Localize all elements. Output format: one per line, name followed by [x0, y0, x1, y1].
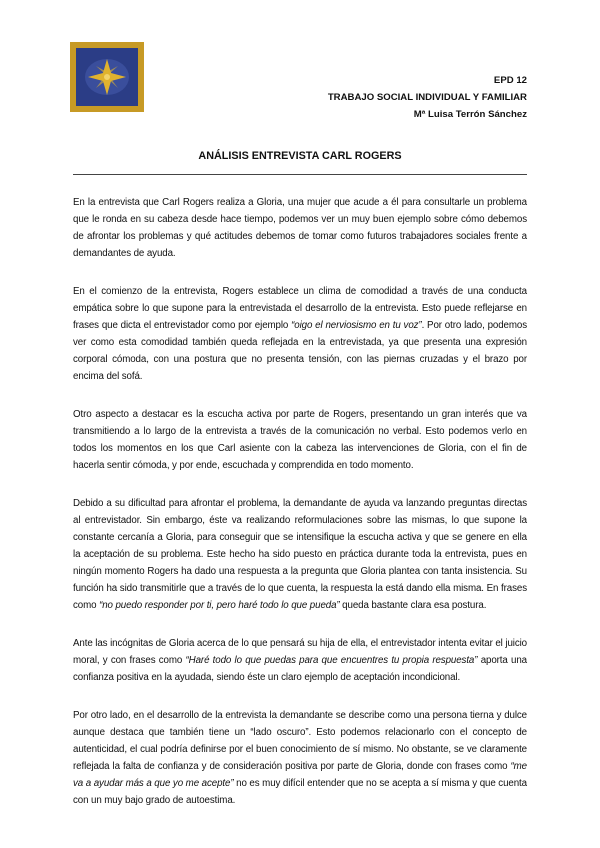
paragraph-text: Ante las incógnitas de Gloria acerca de lo que pensará su hija de ella, el entrevistador intenta evitar el juicio moral, y con frases como [73, 637, 527, 667]
paragraph-text: Por otro lado, en el desarrollo de la entrevista la demandante se describe como una persona tierna y dulce aunque destaca que también tiene un “lado oscuro”. Esto podemos relacionarlo con el concepto de autenticidad, el cual podría definirse por el buen conocimiento de sí mismo. No obstante, se ve claramente reflejada la falta de confianza y de consideración positiva por parte de Gloria, donde con frases como [73, 709, 527, 773]
paragraph-text: Otro aspecto a destacar es la escucha activa por parte de Rogers, presentando un gran interés que va transmitiendo a lo largo de la entrevista a través de la comunicación no verbal. Esto podemos verlo en todos los momentos en los que Carl asiente con la cabeza las intervenciones de Gloria, con el fin de hacerla sentir cómoda, y por ende, escuchada y comprendida en todo momento. [73, 408, 527, 472]
header-code: EPD 12 [493, 75, 527, 86]
university-seal-logo [70, 42, 144, 112]
seal-star-center [104, 74, 110, 80]
quoted-phrase: “no puedo responder por ti, pero haré todo lo que pueda” [99, 600, 340, 612]
paragraph-text: . Por otro lado, podemos ver como esta comodidad también queda reflejada en la entrevistada, ya que presenta una expresión corporal cómoda, con una postura que no presenta tensión, con las piernas cruzadas y el brazo por encima del sofá. [73, 320, 527, 383]
quoted-phrase: “me va a ayudar más a que yo me acepte” [73, 761, 527, 790]
document-title: ANÁLISIS ENTREVISTA CARL ROGERS [198, 150, 402, 162]
body-paragraph [73, 406, 527, 474]
paragraph-text: En la entrevista que Carl Rogers realiza a Gloria, una mujer que acude a él para consultarle un problema que le ronda en su cabeza desde hace tiempo, podemos ver un muy buen ejemplo sobre cómo debemos de afrontar los problemas y qué actitudes debemos de tomar como futuros trabajadores sociales frente a demandantes de ayuda. [73, 197, 527, 260]
document-header [328, 72, 527, 123]
body-paragraph [73, 283, 527, 386]
seal-graphic [70, 42, 144, 112]
header-subject: TRABAJO SOCIAL INDIVIDUAL Y FAMILIAR [327, 92, 527, 103]
paragraph-text: Debido a su dificultad para afrontar el problema, la demandante de ayuda va lanzando preguntas directas al entrevistador. Sin embargo, éste va realizando reformulaciones sobre las mismas, lo que supone la constante cercanía a Gloria, para conseguir que se intensifique la escucha activa y que se genere en ella la aceptación de su problema. Este hecho ha sido puesto en práctica durante toda la entrevista, pues en ningún momento Rogers ha dado una respuesta a la pregunta que Gloria plantea con tanta insistencia. Su función ha sido transmitirle que a través de lo que cuenta, la respuesta la está dando ella misma. En frases como [73, 497, 527, 612]
body-paragraph [73, 194, 527, 262]
quoted-phrase: “Haré todo lo que puedas para que encuentres tu propia respuesta” [185, 655, 478, 667]
paragraph-text: En el comienzo de la entrevista, Rogers establece un clima de comodidad a través de una conducta empática sobre lo que supone para la entrevistada el desarrollo de la entrevista. Esto puede reflejarse en frases que dicta el entrevistador como por ejemplo [73, 285, 527, 332]
title-divider [73, 174, 527, 175]
paragraph-text: no es muy difícil entender que no se acepta a sí misma y que cuenta con un muy bajo grado de autoestima. [73, 778, 527, 807]
document-body [73, 194, 527, 830]
body-paragraph [73, 635, 527, 686]
body-paragraph [73, 495, 527, 615]
body-paragraph [73, 707, 527, 810]
paragraph-text: queda bastante clara esa postura. [339, 600, 487, 612]
paragraph-text: aporta una confianza positiva en la ayudada, siendo éste un claro ejemplo de aceptación incondicional. [73, 655, 527, 684]
quoted-phrase: “oigo el nerviosismo en tu voz” [291, 320, 422, 332]
header-author: Mª Luisa Terrón Sánchez [413, 109, 527, 120]
